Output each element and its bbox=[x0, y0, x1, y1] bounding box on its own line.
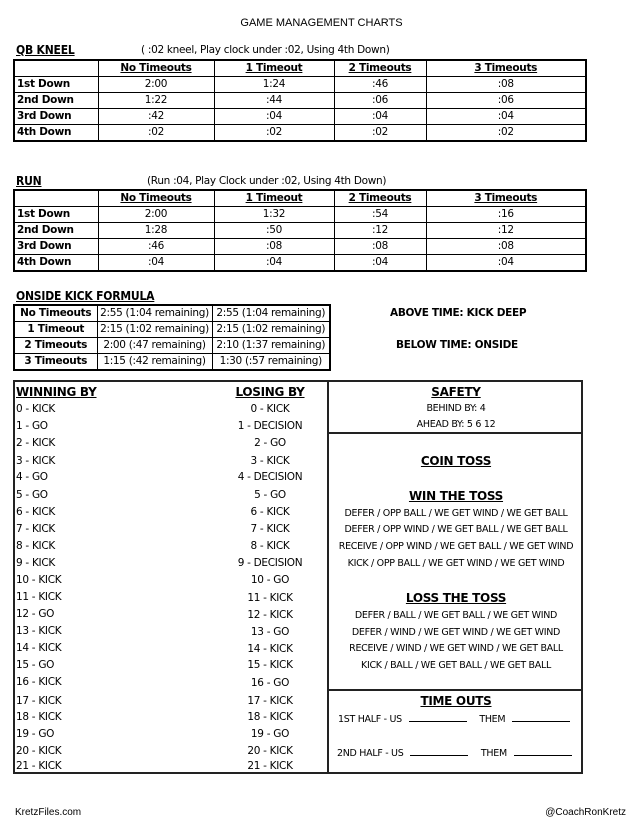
table-cell: 1:24 bbox=[214, 77, 334, 93]
column-header: 3 Timeouts bbox=[426, 60, 586, 77]
table-cell: 2:00 (:47 remaining) bbox=[97, 338, 212, 354]
list-item: 14 - KICK bbox=[247, 643, 293, 655]
row-label: 2nd Down bbox=[14, 93, 98, 109]
safety-ahead: AHEAD BY: 5 6 12 bbox=[416, 419, 496, 430]
win-toss-line: DEFER / OPP WIND / WE GET BALL / WE GET BALL bbox=[344, 524, 568, 535]
loss-toss-line: KICK / BALL / WE GET BALL / WE GET BALL bbox=[361, 660, 551, 671]
qb-kneel-table bbox=[13, 59, 587, 142]
list-item: 1 - DECISION bbox=[237, 420, 303, 432]
table-cell: :12 bbox=[426, 223, 586, 239]
above-time-note: ABOVE TIME: KICK DEEP bbox=[390, 307, 527, 319]
loss-toss-title: LOSS THE TOSS bbox=[405, 591, 507, 605]
list-item: 14 - KICK bbox=[16, 642, 62, 654]
list-item: 19 - GO bbox=[250, 728, 290, 740]
list-item: 13 - GO bbox=[250, 626, 290, 638]
row-label: 3 Timeouts bbox=[14, 354, 97, 371]
row-label: 2nd Down bbox=[14, 223, 98, 239]
list-item: 11 - KICK bbox=[16, 591, 62, 603]
column-header bbox=[14, 60, 98, 77]
below-time-note: BELOW TIME: ONSIDE bbox=[396, 339, 518, 351]
run-note: (Run :04, Play Clock under :02, Using 4th Down) bbox=[147, 175, 387, 187]
onside-table bbox=[13, 304, 331, 371]
table-cell: :08 bbox=[214, 239, 334, 255]
row-label: 4th Down bbox=[14, 125, 98, 142]
timeouts-divider bbox=[327, 689, 583, 691]
list-item: 8 - KICK bbox=[16, 540, 55, 552]
win-toss-line: KICK / OPP BALL / WE GET WIND / WE GET WIND bbox=[347, 558, 565, 569]
row-label: 4th Down bbox=[14, 255, 98, 272]
table-cell: 2:55 (1:04 remaining) bbox=[97, 305, 212, 322]
table-row bbox=[14, 125, 586, 142]
table-cell: :06 bbox=[426, 93, 586, 109]
column-header: 2 Timeouts bbox=[334, 60, 426, 77]
column-header: 1 Timeout bbox=[214, 190, 334, 207]
list-item: 11 - KICK bbox=[247, 592, 293, 604]
list-item: 6 - KICK bbox=[250, 506, 290, 518]
page-title: GAME MANAGEMENT CHARTS bbox=[240, 17, 403, 29]
table-row bbox=[14, 77, 586, 93]
table-cell: :08 bbox=[426, 77, 586, 93]
first-half-us-field[interactable] bbox=[409, 712, 467, 722]
row-label: 1 Timeout bbox=[14, 322, 97, 338]
table-cell: :04 bbox=[334, 109, 426, 125]
list-item: 12 - GO bbox=[16, 608, 55, 620]
table-cell: :08 bbox=[426, 239, 586, 255]
list-item: 13 - KICK bbox=[16, 625, 62, 637]
table-cell: :04 bbox=[98, 255, 214, 272]
list-item: 5 - GO bbox=[254, 489, 286, 501]
win-toss-title: WIN THE TOSS bbox=[408, 489, 504, 503]
table-cell: :50 bbox=[214, 223, 334, 239]
list-item: 15 - GO bbox=[16, 659, 55, 671]
footer-handle: @CoachRonKretz bbox=[545, 807, 626, 818]
list-item: 6 - KICK bbox=[16, 506, 55, 518]
second-half-row bbox=[337, 746, 572, 759]
row-label: 1st Down bbox=[14, 77, 98, 93]
qb-kneel-title: QB KNEEL bbox=[16, 43, 75, 57]
run-table bbox=[13, 189, 587, 272]
table-header-row bbox=[14, 190, 586, 207]
table-cell: :04 bbox=[214, 109, 334, 125]
first-half-them-field[interactable] bbox=[512, 712, 570, 722]
list-item: 17 - KICK bbox=[16, 695, 62, 707]
second-half-us-field[interactable] bbox=[410, 746, 468, 756]
table-cell: :02 bbox=[426, 125, 586, 142]
second-half-them-field[interactable] bbox=[514, 746, 572, 756]
table-cell: :04 bbox=[214, 255, 334, 272]
table-row bbox=[14, 255, 586, 272]
table-cell: 2:15 (1:02 remaining) bbox=[97, 322, 212, 338]
table-cell: :06 bbox=[334, 93, 426, 109]
list-item: 17 - KICK bbox=[247, 695, 293, 707]
table-cell: :42 bbox=[98, 109, 214, 125]
safety-behind: BEHIND BY: 4 bbox=[426, 403, 486, 414]
list-item: 7 - KICK bbox=[16, 523, 55, 535]
safety-title: SAFETY bbox=[431, 385, 481, 399]
list-item: 3 - KICK bbox=[250, 455, 290, 467]
safety-divider bbox=[327, 432, 583, 434]
table-cell: 2:00 bbox=[98, 77, 214, 93]
loss-toss-line: DEFER / BALL / WE GET BALL / WE GET WIND bbox=[354, 610, 558, 621]
table-row bbox=[14, 354, 330, 371]
win-toss-line: DEFER / OPP BALL / WE GET WIND / WE GET BALL bbox=[344, 508, 568, 519]
table-row bbox=[14, 338, 330, 354]
list-item: 20 - KICK bbox=[16, 745, 62, 757]
winning-by-title: WINNING BY bbox=[16, 385, 97, 399]
table-cell: :44 bbox=[214, 93, 334, 109]
list-item: 5 - GO bbox=[16, 489, 48, 501]
table-cell: :02 bbox=[98, 125, 214, 142]
table-row bbox=[14, 239, 586, 255]
table-cell: 1:15 (:42 remaining) bbox=[97, 354, 212, 371]
list-item: 10 - KICK bbox=[16, 574, 62, 586]
table-row bbox=[14, 93, 586, 109]
table-cell: :16 bbox=[426, 207, 586, 223]
list-item: 12 - KICK bbox=[247, 609, 293, 621]
column-header bbox=[14, 190, 98, 207]
table-row bbox=[14, 305, 330, 322]
qb-kneel-note: ( :02 kneel, Play clock under :02, Using 4th Down) bbox=[141, 44, 390, 56]
row-label: 3rd Down bbox=[14, 109, 98, 125]
row-label: 2 Timeouts bbox=[14, 338, 97, 354]
table-cell: 2:15 (1:02 remaining) bbox=[212, 322, 330, 338]
win-toss-line: RECEIVE / OPP WIND / WE GET BALL / WE GET WIND bbox=[338, 541, 574, 552]
list-item: 21 - KICK bbox=[16, 760, 62, 772]
row-label: 1st Down bbox=[14, 207, 98, 223]
column-header: 2 Timeouts bbox=[334, 190, 426, 207]
table-header-row bbox=[14, 60, 586, 77]
column-header: 3 Timeouts bbox=[426, 190, 586, 207]
list-item: 16 - GO bbox=[250, 677, 290, 689]
row-label: No Timeouts bbox=[14, 305, 97, 322]
loss-toss-line: RECEIVE / WIND / WE GET WIND / WE GET BALL bbox=[349, 643, 563, 654]
table-cell: 2:10 (1:37 remaining) bbox=[212, 338, 330, 354]
list-item: 2 - KICK bbox=[16, 437, 55, 449]
table-cell: 1:30 (:57 remaining) bbox=[212, 354, 330, 371]
list-item: 4 - GO bbox=[16, 471, 48, 483]
table-cell: :54 bbox=[334, 207, 426, 223]
list-item: 2 - GO bbox=[254, 437, 286, 449]
coin-toss-title: COIN TOSS bbox=[420, 454, 492, 468]
table-cell: 1:28 bbox=[98, 223, 214, 239]
list-item: 9 - DECISION bbox=[237, 557, 303, 569]
list-item: 21 - KICK bbox=[247, 760, 293, 772]
table-cell: :04 bbox=[426, 255, 586, 272]
list-item: 18 - KICK bbox=[247, 711, 293, 723]
column-header: No Timeouts bbox=[98, 60, 214, 77]
table-cell: :02 bbox=[334, 125, 426, 142]
first-half-them-label: THEM bbox=[479, 714, 506, 725]
second-half-us-label: 2ND HALF - US bbox=[337, 748, 404, 759]
table-cell: :46 bbox=[98, 239, 214, 255]
loss-toss-line: DEFER / WIND / WE GET WIND / WE GET WIND bbox=[351, 627, 561, 638]
table-cell: :04 bbox=[334, 255, 426, 272]
table-cell: 1:32 bbox=[214, 207, 334, 223]
table-row bbox=[14, 109, 586, 125]
losing-by-title: LOSING BY bbox=[235, 385, 305, 399]
onside-title: ONSIDE KICK FORMULA bbox=[16, 289, 155, 303]
table-row bbox=[14, 207, 586, 223]
list-item: 20 - KICK bbox=[247, 745, 293, 757]
list-item: 15 - KICK bbox=[247, 659, 293, 671]
list-item: 0 - KICK bbox=[16, 403, 55, 415]
table-cell: 2:55 (1:04 remaining) bbox=[212, 305, 330, 322]
footer-website: KretzFiles.com bbox=[15, 807, 82, 818]
list-item: 0 - KICK bbox=[250, 403, 290, 415]
second-half-them-label: THEM bbox=[480, 748, 507, 759]
run-title: RUN bbox=[16, 174, 42, 188]
table-cell: :08 bbox=[334, 239, 426, 255]
row-label: 3rd Down bbox=[14, 239, 98, 255]
first-half-row bbox=[338, 712, 570, 725]
list-item: 10 - GO bbox=[250, 574, 290, 586]
table-cell: :04 bbox=[426, 109, 586, 125]
table-cell: :02 bbox=[214, 125, 334, 142]
list-item: 3 - KICK bbox=[16, 455, 55, 467]
list-item: 19 - GO bbox=[16, 728, 55, 740]
table-cell: 2:00 bbox=[98, 207, 214, 223]
table-cell: :12 bbox=[334, 223, 426, 239]
list-item: 9 - KICK bbox=[16, 557, 55, 569]
list-item: 8 - KICK bbox=[250, 540, 290, 552]
list-item: 1 - GO bbox=[16, 420, 48, 432]
table-cell: 1:22 bbox=[98, 93, 214, 109]
column-header: No Timeouts bbox=[98, 190, 214, 207]
first-half-us-label: 1ST HALF - US bbox=[338, 714, 402, 725]
table-row bbox=[14, 223, 586, 239]
timeouts-title: TIME OUTS bbox=[420, 694, 492, 708]
list-item: 7 - KICK bbox=[250, 523, 290, 535]
list-item: 18 - KICK bbox=[16, 711, 62, 723]
column-header: 1 Timeout bbox=[214, 60, 334, 77]
table-row bbox=[14, 322, 330, 338]
list-item: 4 - DECISION bbox=[237, 471, 303, 483]
table-cell: :46 bbox=[334, 77, 426, 93]
list-item: 16 - KICK bbox=[16, 676, 62, 688]
